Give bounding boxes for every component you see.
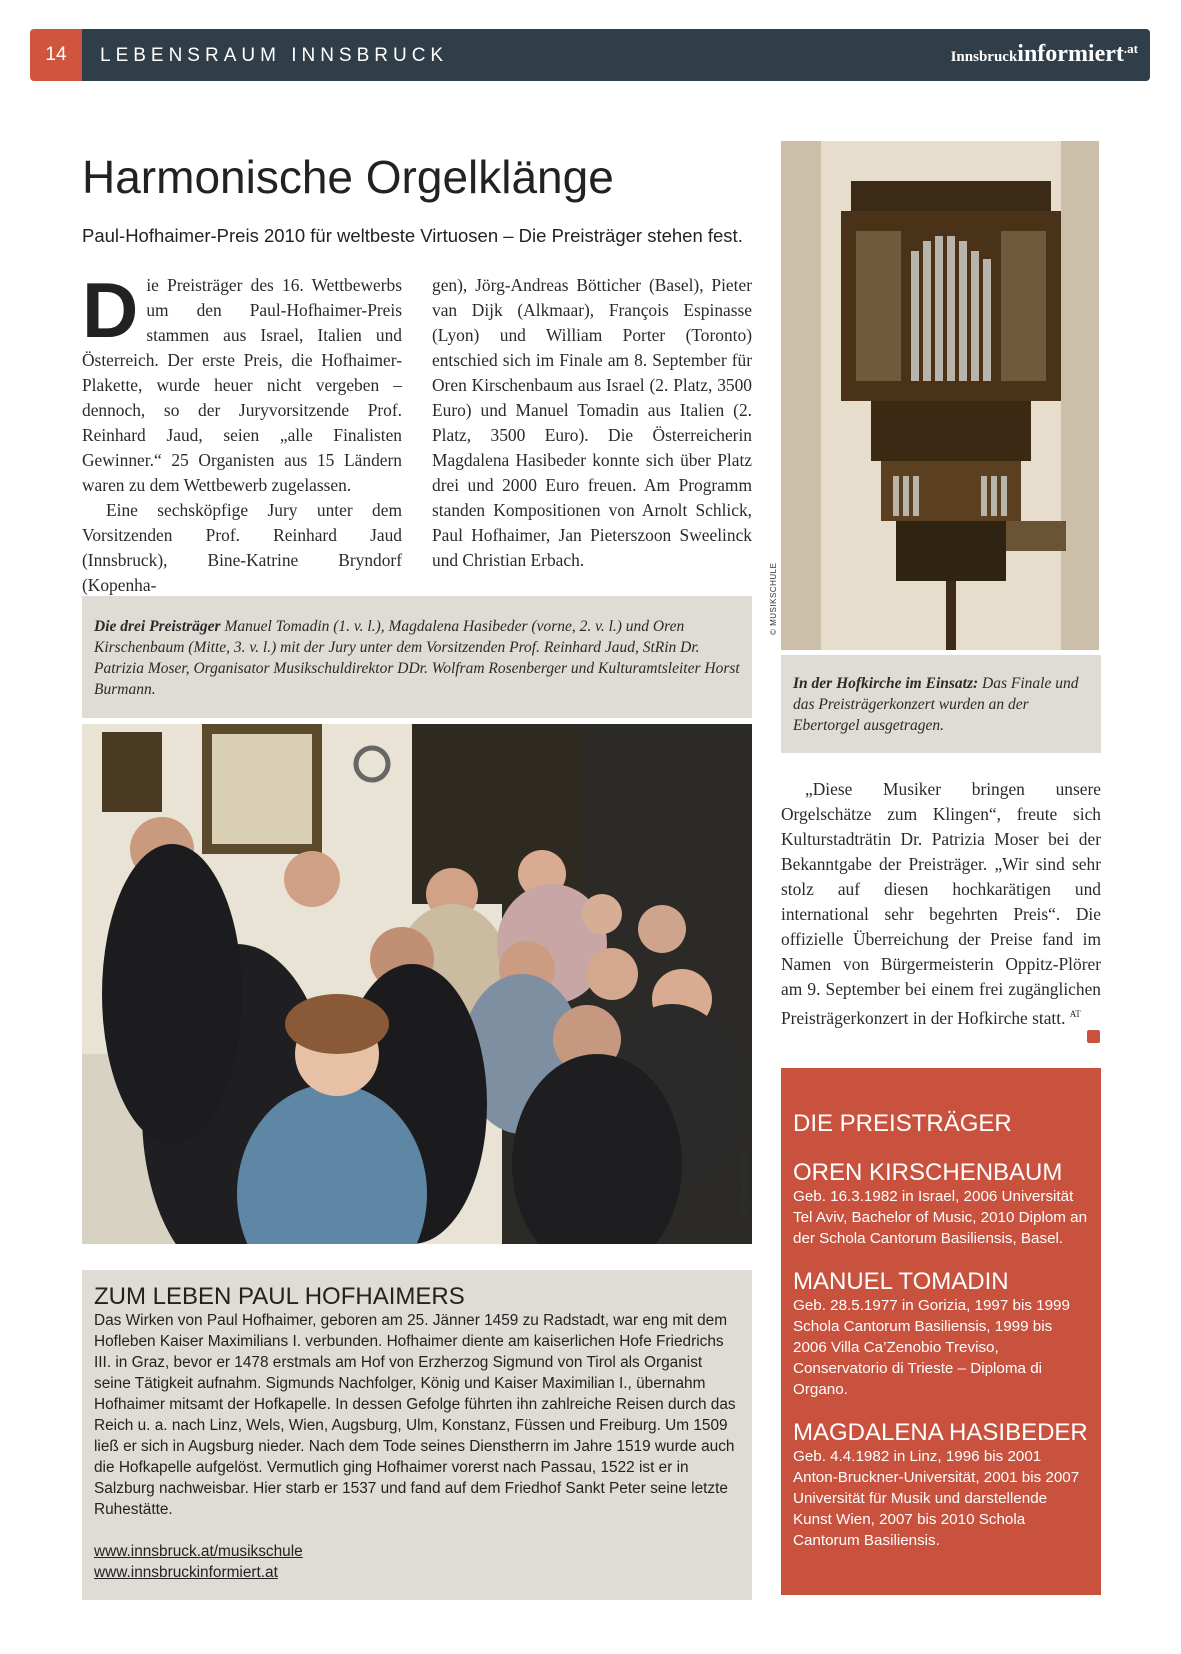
winner-name: MANUEL TOMADIN — [793, 1268, 1009, 1295]
winners-heading: DIE PREISTRÄGER — [793, 1110, 1012, 1137]
page-number: 14 — [30, 29, 82, 81]
link-musikschule[interactable]: www.innsbruck.at/musikschule — [94, 1543, 303, 1560]
prize-winners-box — [781, 1068, 1101, 1595]
infobox-text: Das Wirken von Paul Hofhaimer, geboren am 25. Jänner 1459 zu Radstadt, war eng mit dem Hofleben Kaiser Maximilians I. verbunden. Hofhaimer diente am kaiserlichen Hofe Friedrichs III. in Graz, bevor er 1478 erstmals am Hof von Erzherzog Sigmund von Tirol als Organist seine Tätigkeit aufnahm. Sigmunds Nachfolger, König und Kaiser Maximilian I., übernahm Hofhaimer mitsamt der Hofkapelle. In dessen Gefolge führten ihn zahlreiche Reisen durch das Reich u. a. nach Linz, Wels, Wien, Augsburg, Ulm, Konstanz, Füssen und Freiburg. Um 1509 ließ er sich in Augsburg nieder. Nach dem Tode seines Dienstherrn im Jahre 1519 wurde auch die Hofkapelle aufgelöst. Vermutlich ging Hofhaimer vorerst nach Passau, 1522 ist er in Salzburg nachweisbar. Hier starb er 1537 und fand auf dem Friedhof Sankt Peter seine letzte Ruhestätte. — [94, 1312, 736, 1518]
winner-name: OREN KIRSCHENBAUM — [793, 1159, 1063, 1186]
body-column-1 — [82, 266, 402, 598]
article-subtitle: Paul-Hofhaimer-Preis 2010 für weltbeste Virtuosen – Die Preisträger stehen fest. — [82, 225, 743, 246]
photo-credit-group: © E. HOHENAUER — [740, 1148, 749, 1225]
paragraph: gen), Jörg-Andreas Bötticher (Basel), Pieter van Dijk (Alkmaar), François Espinasse (Lyon) und William Porter (Toronto) entschied sich im Finale am 8. September für Oren Kirschenbaum aus Israel (2. Platz, 3500 Euro) und Manuel Tomadin aus Italien (2. Platz, 3500 Euro). Die Österreicherin Magdalena Hasibeder konnte sich über Platz drei und 2000 Euro freuen. Am Programm standen Kompositionen von Arnolt Schlick, Paul Hofhaimer, Jan Pieterszoon Sweelinck und Christian Erbach. — [432, 275, 752, 570]
paragraph: Eine sechsköpfige Jury unter dem Vorsitzenden Prof. Reinhard Jaud (Innsbruck), Bine-Katrine Bryndorf (Kopenha- — [82, 500, 402, 595]
infobox-heading: ZUM LEBEN PAUL HOFHAIMERS — [94, 1283, 465, 1310]
section-title: LEBENSRAUM INNSBRUCK — [100, 45, 449, 66]
group-photo — [82, 724, 752, 1244]
quote-paragraph: „Diese Musiker bringen unsere Orgelschätze zum Klingen“, freute sich Kulturstadträtin Dr. Patrizia Moser bei der Bekanntgabe der Preisträger. „Wir sind sehr stolz auf diesen hochkarätigen und international sehr begehrten Preis“. Die offizielle Überreichung der Preise fand im Namen von Bürgermeisterin Oppitz-Plörer am 9. September bei einem frei zugänglichen Preisträgerkonzert in der Hofkirche statt. $^{AT}$ — [781, 779, 1101, 1028]
winner-name: MAGDALENA HASIBEDER — [793, 1419, 1088, 1446]
photo-credit-organ: © MUSIKSCHULE — [769, 562, 778, 635]
dropcap: D — [82, 266, 139, 354]
organ-photo-caption: In der Hofkirche im Einsatz: Das Finale und das Preisträgerkonzert wurden an der Ebertorgel ausgetragen. — [781, 655, 1101, 753]
group-photo-image — [82, 724, 752, 1244]
article-title: Harmonische Orgelklänge — [82, 151, 614, 203]
body-column-2 — [432, 273, 752, 573]
organ-photo-image — [781, 141, 1099, 650]
group-photo-caption: Die drei Preisträger Manuel Tomadin (1. v. l.), Magdalena Hasibeder (vorne, 2. v. l.) und Oren Kirschenbaum (Mitte, 3. v. l.) mit der Jury unter dem Vorsitzenden Prof. Reinhard Jaud, StRin Dr. Patrizia Moser, Organisator Musikschuldirektor DDr. Wolfram Rosenberger und Kulturamtsleiter Horst Burmann. — [82, 596, 752, 718]
hofhaimer-infobox — [82, 1270, 752, 1600]
header-bar — [82, 29, 1150, 81]
organ-photo — [781, 141, 1099, 650]
paragraph: Die Preisträger des 16. Wettbewerbs um den Paul-Hofhaimer-Preis stammen aus Israel, Italien und Österreich. Der erste Preis, die Hofhaimer-Plakette, wurde heuer nicht vergeben – dennoch, so der Juryvorsitzende Prof. Reinhard Jaud, seien „alle Finalisten Gewinner.“ 25 Organisten aus 15 Ländern waren zu dem Wettbewerb zugelassen. — [82, 266, 402, 495]
end-mark — [1087, 1030, 1100, 1043]
brand-logo: Innsbruckinformiert$^{.at}$ — [950, 41, 1138, 67]
link-innsbruckinformiert[interactable]: www.innsbruckinformiert.at — [94, 1564, 278, 1581]
winner-bio: Geb. 28.5.1977 in Gorizia, 1997 bis 1999 Schola Cantorum Basiliensis, 1999 bis 2006 Villa Ca’Zenobio Treviso, Conservatorio di Trieste – Diploma di Organo. — [793, 1297, 1070, 1398]
winner-bio: Geb. 16.3.1982 in Israel, 2006 Universität Tel Aviv, Bachelor of Music, 2010 Diplom an der Schola Cantorum Basiliensis, Basel. — [793, 1188, 1088, 1247]
author-signature: AT — [1069, 1009, 1081, 1019]
winner-bio: Geb. 4.4.1982 in Linz, 1996 bis 2001 Anton-Bruckner-Universität, 2001 bis 2007 Universität für Musik und darstellende Kunst Wien, 2007 bis 2010 Schola Cantorum Basiliensis. — [793, 1448, 1080, 1549]
